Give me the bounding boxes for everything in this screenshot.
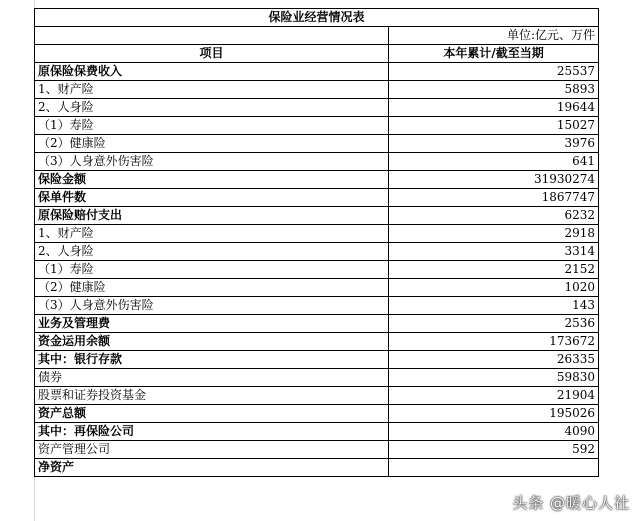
row-label[interactable]: 资产总额 [35,405,389,423]
watermark: 头条 @暖心人社 [512,494,630,512]
row-value[interactable]: 1867747 [389,189,599,207]
table-row [35,63,599,81]
row-value[interactable]: 15027 [389,117,599,135]
table-row [35,405,599,423]
row-value[interactable]: 3314 [389,243,599,261]
title-row [35,9,599,27]
row-value[interactable]: 59830 [389,369,599,387]
table-row [35,117,599,135]
row-value[interactable]: 2918 [389,225,599,243]
table-row [35,387,599,405]
table-row [35,135,599,153]
row-label[interactable]: 资产管理公司 [35,441,389,459]
table-row [35,279,599,297]
table-row [35,315,599,333]
table-row [35,369,599,387]
unit-blank-cell[interactable] [35,27,389,45]
table-row [35,261,599,279]
right-margin [598,8,640,521]
row-value[interactable]: 26335 [389,351,599,369]
row-label[interactable]: 保单件数 [35,189,389,207]
row-value[interactable]: 641 [389,153,599,171]
row-value[interactable]: 25537 [389,63,599,81]
table-row [35,297,599,315]
row-value[interactable]: 2536 [389,315,599,333]
row-label[interactable]: （2）健康险 [35,279,389,297]
table-row [35,333,599,351]
table-row [35,81,599,99]
row-label[interactable]: 债券 [35,369,389,387]
row-label[interactable]: 1、财产险 [35,81,389,99]
table-row [35,153,599,171]
row-value[interactable]: 21904 [389,387,599,405]
row-label[interactable]: 1、财产险 [35,225,389,243]
row-value[interactable]: 143 [389,297,599,315]
table-row [35,225,599,243]
row-label[interactable]: 2、人身险 [35,99,389,117]
header-item[interactable]: 项目 [35,45,389,63]
row-value[interactable]: 4090 [389,423,599,441]
table-row [35,99,599,117]
row-value[interactable]: 31930274 [389,171,599,189]
unit-label[interactable]: 单位:亿元、万件 [389,27,599,45]
row-label[interactable]: 资金运用余额 [35,333,389,351]
row-label[interactable]: 原保险保费收入 [35,63,389,81]
header-row [35,45,599,63]
table-row [35,207,599,225]
row-value[interactable]: 1020 [389,279,599,297]
header-value[interactable]: 本年累计/截至当期 [389,45,599,63]
left-margin [0,0,35,521]
table-row [35,423,599,441]
row-label[interactable]: （1）寿险 [35,117,389,135]
table-row [35,441,599,459]
row-label[interactable]: 原保险赔付支出 [35,207,389,225]
row-label[interactable]: （3）人身意外伤害险 [35,297,389,315]
row-label[interactable]: 2、人身险 [35,243,389,261]
table-title[interactable]: 保险业经营情况表 [35,9,599,27]
row-value[interactable]: 195026 [389,405,599,423]
row-value[interactable]: 592 [389,441,599,459]
row-label[interactable]: 业务及管理费 [35,315,389,333]
row-value[interactable]: 173672 [389,333,599,351]
row-label[interactable]: 其中：再保险公司 [35,423,389,441]
row-value[interactable]: 6232 [389,207,599,225]
row-label[interactable]: 其中：银行存款 [35,351,389,369]
row-label[interactable]: （3）人身意外伤害险 [35,153,389,171]
row-value[interactable]: 19644 [389,99,599,117]
row-label[interactable]: 保险金额 [35,171,389,189]
row-value[interactable]: 5893 [389,81,599,99]
insurance-operations-table [34,8,599,477]
table-row [35,171,599,189]
unit-row [35,27,599,45]
row-label[interactable]: 净资产 [35,459,389,477]
row-label[interactable]: 股票和证券投资基金 [35,387,389,405]
row-label[interactable]: （1）寿险 [35,261,389,279]
table-row [35,351,599,369]
row-value[interactable]: 3976 [389,135,599,153]
row-label[interactable]: （2）健康险 [35,135,389,153]
table-row [35,243,599,261]
row-value[interactable]: 2152 [389,261,599,279]
row-value[interactable] [389,459,599,477]
table-row [35,459,599,477]
table-row [35,189,599,207]
